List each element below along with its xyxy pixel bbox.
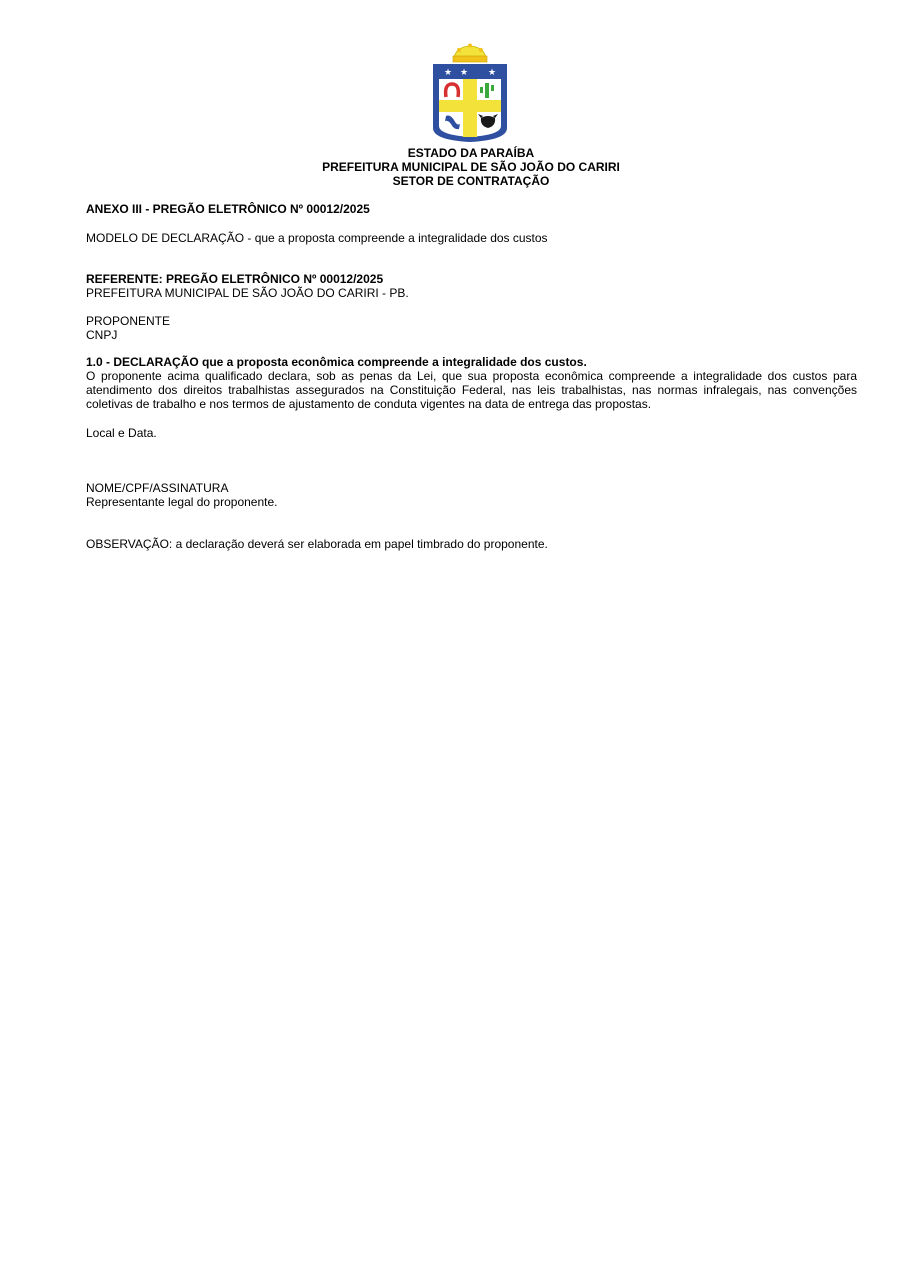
declaration-section <box>86 355 857 411</box>
proponent-label: PROPONENTE <box>86 314 171 328</box>
proponent-section <box>86 314 857 342</box>
observation-note: OBSERVAÇÃO: a declaração deverá ser elaborada em papel timbrado do proponente. <box>86 537 548 551</box>
svg-text:★: ★ <box>487 68 497 78</box>
referente-entity: PREFEITURA MUNICIPAL DE SÃO JOÃO DO CARIRI - PB. <box>86 286 409 300</box>
header-state: ESTADO DA PARAÍBA <box>407 146 535 160</box>
local-date: Local e Data. <box>86 426 157 440</box>
svg-text:★: ★ <box>443 68 453 78</box>
header-sector: SETOR DE CONTRATAÇÃO <box>392 174 550 188</box>
annex-title: ANEXO III - PREGÃO ELETRÔNICO Nº 00012/2025 <box>86 202 370 216</box>
svg-text:★: ★ <box>459 68 469 78</box>
header-municipality: PREFEITURA MUNICIPAL DE SÃO JOÃO DO CARIRI <box>322 160 620 174</box>
referente-title: REFERENTE: PREGÃO ELETRÔNICO Nº 00012/2025 <box>86 272 384 286</box>
declaration-heading: 1.0 - DECLARAÇÃO que a proposta econômica compreende a integralidade dos custos. <box>86 355 587 369</box>
document-header <box>0 146 900 188</box>
signature-line: NOME/CPF/ASSINATURA <box>86 481 229 495</box>
model-subtitle: MODELO DE DECLARAÇÃO - que a proposta compreende a integralidade dos custos <box>86 231 548 245</box>
proponent-cnpj: CNPJ <box>86 328 118 342</box>
referente-section <box>86 272 857 300</box>
signature-section <box>86 481 857 509</box>
signature-role: Representante legal do proponente. <box>86 495 278 509</box>
municipal-coat-of-arms-icon <box>426 42 514 146</box>
declaration-body: O proponente acima qualificado declara, sob as penas da Lei, que sua proposta econômica compreende a integralidade dos custos para atendimento dos direitos trabalhistas assegurados na Constituição Federal, nas leis trabalhistas, nas normas infralegais, nas convenções coletivas de trabalho e nos termos de ajustamento de conduta vigentes na data de entrega das propostas. <box>86 369 857 411</box>
